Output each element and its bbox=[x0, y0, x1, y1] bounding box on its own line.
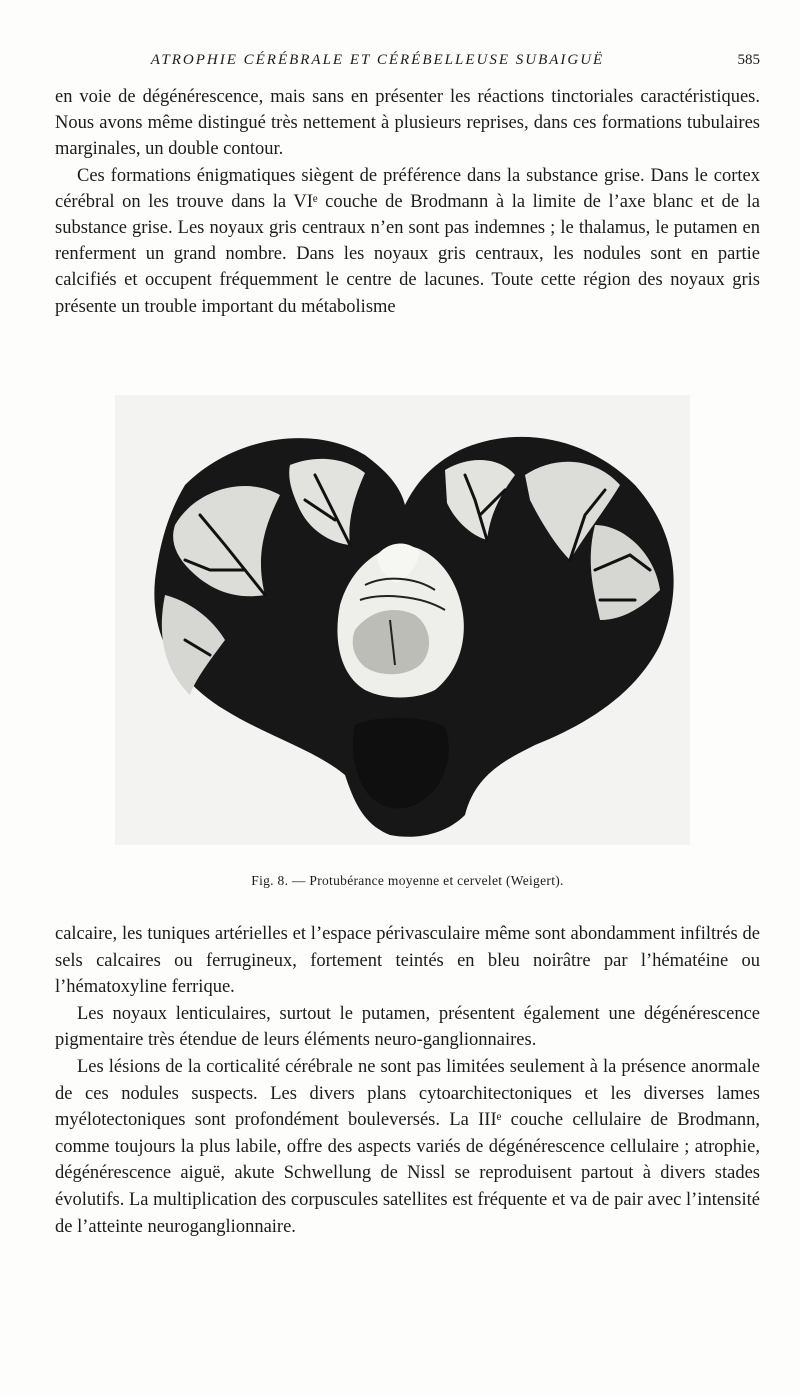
brainstem-cerebellum-illustration bbox=[115, 395, 690, 845]
paragraph: calcaire, les tuniques artérielles et l’espace périvasculaire même sont abondamment infiltrés de sels calcaires ou ferrugineux, fortement teintés en bleu noirâtre par l’hématéine ou l’hématoxyline ferrique. bbox=[55, 924, 760, 998]
paragraph: Les noyaux lenticulaires, surtout le putamen, présentent également une dégénérescence pigmentaire très étendue de leurs éléments neuro-ganglionnaires. bbox=[55, 1003, 760, 1051]
running-header bbox=[55, 52, 760, 76]
paragraph: Les lésions de la corticalité cérébrale ne sont pas limitées seulement à la présence anormale de ces nodules suspects. Les divers plans cytoarchitectoniques et les diverses lames myélotectoniques sont profondément bouleversés. La IIIᵉ couche cellulaire de Brodmann, comme toujours la plus labile, offre des aspects variés de dégénérescence cellulaire ; atrophie, dégénérescence aiguë, akute Schwellung de Nissl se reproduisent partout à divers stades évolutifs. La multiplication des corpuscules satellites est fréquente et va de pair avec l’intensité de l’atteinte neuroganglionnaire. bbox=[55, 1056, 760, 1237]
paragraph: Ces formations énigmatiques siègent de préférence dans la substance grise. Dans le cortex cérébral on les trouve dans la VIᵉ couche de Brodmann à la limite de l’axe blanc et de la substance grise. Les noyaux gris centraux n’en sont pas indemnes ; le thalamus, le putamen en renferment un grand nombre. Dans les noyaux gris centraux, les nodules sont en partie calcifiés et occupent fréquemment le centre de lacunes. Toute cette région des noyaux gris présente un trouble important du métabolisme bbox=[55, 165, 760, 317]
paragraph: en voie de dégénérescence, mais sans en présenter les réactions tinctoriales caractéristiques. Nous avons même distingué très nettement à plusieurs reprises, dans ces formations tubulaires marginales, un double contour. bbox=[55, 87, 760, 160]
page-number: 585 bbox=[737, 52, 760, 68]
body-text-top bbox=[55, 84, 760, 320]
running-title: ATROPHIE CÉRÉBRALE ET CÉRÉBELLEUSE SUBAIGUË bbox=[150, 52, 605, 68]
figure-caption: Fig. 8. — Protubérance moyenne et cervelet (Weigert). bbox=[251, 873, 564, 888]
figure-brain-section bbox=[115, 395, 690, 845]
body-text-bottom bbox=[55, 921, 760, 1240]
